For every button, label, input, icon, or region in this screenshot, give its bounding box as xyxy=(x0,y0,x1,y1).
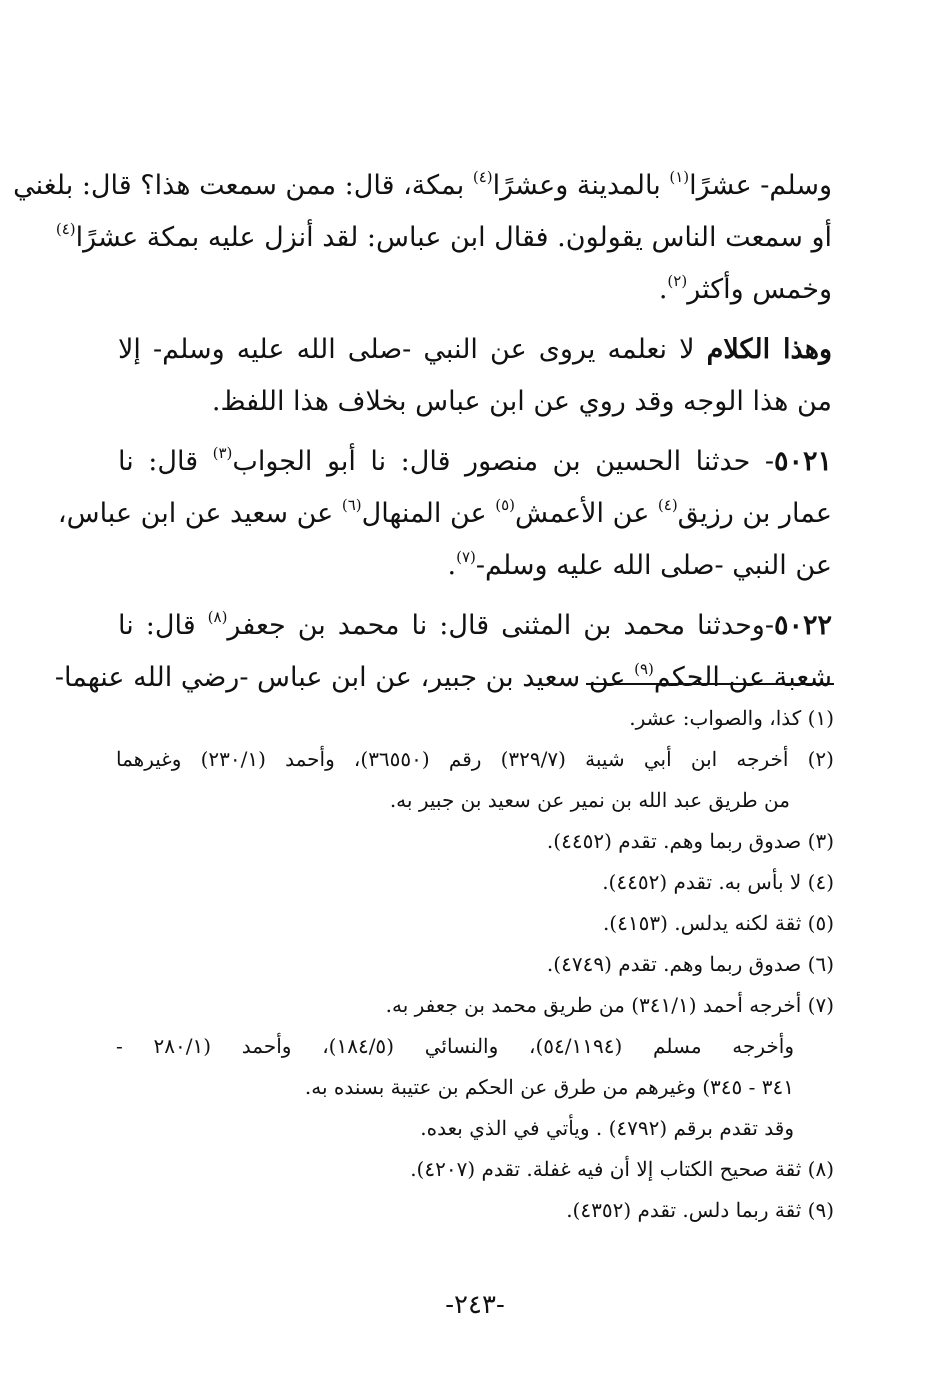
footnote: (٧) أخرجه أحمد (٣٤١/١) من طريق محمد بن جعفر به. xyxy=(385,993,834,1017)
text-line xyxy=(57,488,832,540)
text-line xyxy=(55,212,832,264)
text-line xyxy=(118,376,832,428)
text-run: أو سمعت الناس يقولون. فقال ابن عباس: لقد أنزل عليه بمكة عشرًا xyxy=(75,222,832,253)
text-run: . xyxy=(658,274,668,305)
text-line xyxy=(13,160,832,212)
footnote-ref: (١) xyxy=(669,168,690,186)
text-run: عن سعيد بن جبير، عن ابن عباس -رضي الله عنهما- xyxy=(54,662,635,693)
footnote-continuation: من طريق عبد الله بن نمير عن سعيد بن جبير به. xyxy=(389,788,790,812)
footnote-ref: (٤) xyxy=(472,168,493,186)
footnote: (٥) ثقة لكنه يدلس. (٤١٥٣). xyxy=(602,911,834,935)
text-run: قال: نا xyxy=(118,610,208,641)
footnote-ref: (٤) xyxy=(657,496,678,514)
text-line xyxy=(118,264,832,316)
main-text xyxy=(13,160,832,704)
text-run: وخمس وأكثر xyxy=(687,274,832,305)
footnote: (٢) أخرجه ابن أبي شيبة (٣٢٩/٧) رقم (٣٦٥٥٠)، وأحمد (٢٣٠/١) وغيرهما xyxy=(116,747,834,771)
footnote: (٨) ثقة صحيح الكتاب إلا أن فيه غفلة. تقدم (٤٢٠٧). xyxy=(410,1157,834,1181)
page-number: -٢٤٣- xyxy=(445,1290,505,1320)
footnote-continuation: ٣٤١ - ٣٤٥) وغيرهم من طرق عن الحكم بن عتيبة بسنده به. xyxy=(304,1075,794,1099)
footnote: (٦) صدوق ربما وهم. تقدم (٤٧٤٩). xyxy=(546,952,834,976)
text-run: عن الأعمش xyxy=(515,498,658,529)
footnotes xyxy=(116,698,834,1231)
footnote-ref: (٧) xyxy=(456,548,476,566)
paragraph-lead: وهذا الكلام xyxy=(706,334,832,365)
footnote-ref: (٣) xyxy=(212,444,233,462)
text-run: عن المنهال xyxy=(361,498,496,529)
text-run: بالمدينة وعشرًا xyxy=(492,170,670,201)
footnote-ref: (٨) xyxy=(207,608,228,626)
text-run: لا نعلمه يروى عن النبي -صلى الله عليه وسلم- إلا xyxy=(118,334,707,365)
text-run: -وحدثنا محمد بن المثنى قال: نا محمد بن جعفر xyxy=(227,610,774,641)
hadith-number: ٥٠٢١ xyxy=(773,446,832,477)
text-run: بمكة، قال: ممن سمعت هذا؟ قال: بلغني xyxy=(13,170,473,201)
text-line xyxy=(118,436,832,488)
text-line xyxy=(118,600,832,652)
footnote-ref: (٦) xyxy=(341,496,362,514)
footnote: (١) كذا، والصواب: عشر. xyxy=(629,706,834,730)
text-run: شعبة عن الحكم xyxy=(653,662,832,693)
footnote-ref: (٢) xyxy=(667,272,688,290)
footnote: (٤) لا بأس به. تقدم (٤٤٥٢). xyxy=(602,870,834,894)
text-run: قال: نا xyxy=(118,446,213,477)
footnote-continuation: وأخرجه مسلم (٥٤/١١٩٤)، والنسائي (١٨٤/٥)، وأحمد (٢٨٠/١ - xyxy=(116,1034,795,1058)
footnote: (٩) ثقة ربما دلس. تقدم (٤٣٥٢). xyxy=(566,1198,834,1222)
text-run: . xyxy=(447,550,457,581)
text-line xyxy=(54,652,832,704)
footnote-ref: (٤) xyxy=(55,220,76,238)
hadith-number: ٥٠٢٢ xyxy=(773,610,832,641)
text-run: من هذا الوجه وقد روي عن ابن عباس بخلاف هذا اللفظ. xyxy=(211,386,832,417)
footnote-separator xyxy=(586,683,834,685)
text-run: عن سعيد عن ابن عباس، xyxy=(57,498,342,529)
footnote-ref: (٩) xyxy=(634,660,654,678)
footnote-continuation: وقد تقدم برقم (٤٧٩٢) . ويأتي في الذي بعده. xyxy=(420,1116,794,1140)
text-run: عن النبي -صلى الله عليه وسلم- xyxy=(475,550,832,581)
text-run: عمار بن رزيق xyxy=(677,498,832,529)
text-run: - حدثنا الحسين بن منصور قال: نا أبو الجواب xyxy=(232,446,774,477)
text-line xyxy=(118,540,832,592)
text-run: وسلم- عشرًا xyxy=(689,170,832,201)
footnote: (٣) صدوق ربما وهم. تقدم (٤٤٥٢). xyxy=(546,829,834,853)
text-line xyxy=(118,324,832,376)
footnote-ref: (٥) xyxy=(495,496,516,514)
